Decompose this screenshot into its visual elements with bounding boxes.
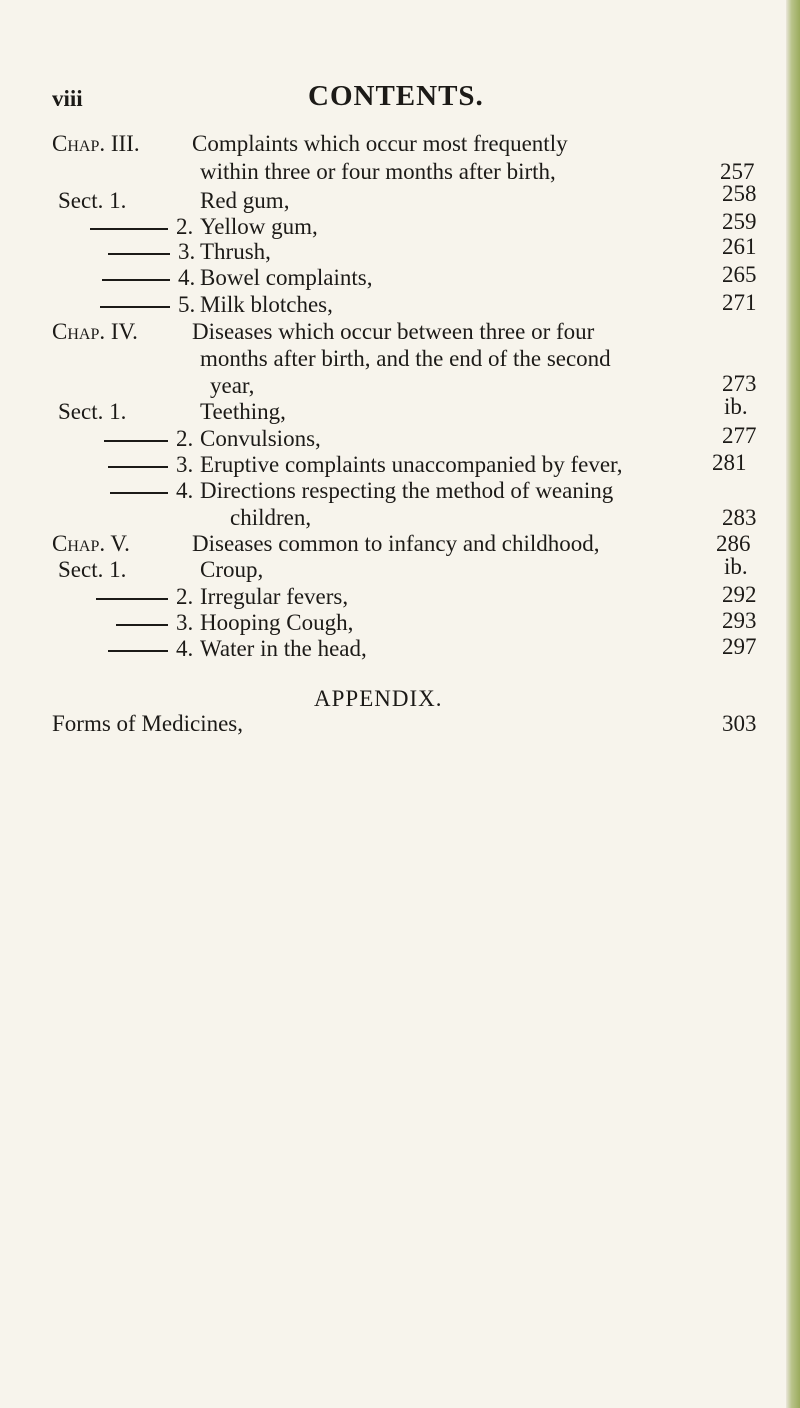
page-ref: 259 bbox=[722, 209, 757, 234]
appendix-entry: Forms of Medicines, bbox=[52, 711, 244, 736]
chapter-title-line: within three or four months after birth, bbox=[200, 159, 556, 184]
section-number: 5. bbox=[178, 292, 196, 317]
chapter-title-line: year, bbox=[210, 373, 255, 398]
ditto-rule bbox=[108, 466, 168, 468]
page-ref: 257 bbox=[720, 159, 755, 184]
chapter-title-line: months after birth, and the end of the second bbox=[200, 346, 611, 371]
chapter-label: Chap. III. bbox=[52, 131, 140, 156]
section-number: 4. bbox=[176, 478, 194, 503]
page-ref: 265 bbox=[722, 262, 757, 287]
page-ref: 258 bbox=[722, 181, 757, 206]
section-title: Eruptive complaints unaccompanied by fever, bbox=[200, 452, 623, 477]
chapter-title-line: Diseases which occur between three or four bbox=[192, 319, 595, 344]
page-number: viii bbox=[52, 86, 83, 111]
ditto-rule bbox=[100, 306, 170, 308]
section-number: 3. bbox=[176, 610, 194, 635]
section-number: 3. bbox=[178, 239, 196, 264]
section-number: 4. bbox=[178, 265, 196, 290]
page-ref: 293 bbox=[722, 608, 757, 633]
section-title-continued: children, bbox=[230, 505, 312, 530]
section-entry bbox=[116, 609, 193, 637]
section-title: Irregular fevers, bbox=[200, 584, 349, 609]
ditto-rule bbox=[96, 598, 168, 600]
section-title: Bowel complaints, bbox=[200, 265, 373, 290]
page-ref: ib. bbox=[724, 394, 748, 419]
section-label: Sect. 1. bbox=[58, 399, 127, 424]
section-title: Water in the head, bbox=[200, 636, 367, 661]
section-number: 2. bbox=[176, 584, 194, 609]
page-ref: 281 bbox=[712, 450, 747, 475]
section-entry bbox=[108, 635, 193, 663]
section-number: 3. bbox=[176, 452, 194, 477]
ditto-rule bbox=[108, 650, 168, 652]
section-title: Teething, bbox=[200, 399, 286, 424]
section-title: Milk blotches, bbox=[200, 292, 333, 317]
section-entry bbox=[102, 264, 195, 292]
section-entry bbox=[100, 291, 195, 319]
page-ref: 297 bbox=[722, 634, 757, 659]
section-title: Croup, bbox=[200, 557, 264, 582]
ditto-rule bbox=[102, 279, 170, 281]
section-entry bbox=[108, 451, 193, 479]
section-entry bbox=[90, 213, 193, 241]
section-label: Sect. 1. bbox=[58, 557, 127, 582]
page-ref: 283 bbox=[722, 505, 757, 530]
page-ref: 286 bbox=[716, 531, 751, 556]
page-ref: 303 bbox=[722, 711, 757, 736]
chapter-title-line: Complaints which occur most frequently bbox=[192, 131, 568, 156]
section-title: Directions respecting the method of weaning bbox=[200, 478, 614, 503]
section-entry bbox=[110, 477, 193, 505]
running-head: CONTENTS. bbox=[308, 80, 484, 112]
section-entry bbox=[108, 238, 195, 266]
ditto-rule bbox=[104, 440, 168, 442]
section-title: Thrush, bbox=[200, 239, 271, 264]
appendix-heading: APPENDIX. bbox=[314, 686, 443, 711]
page-edge bbox=[786, 0, 800, 1408]
page-ref: 261 bbox=[722, 234, 757, 259]
page-ref: 277 bbox=[722, 423, 757, 448]
ditto-rule bbox=[108, 253, 170, 255]
page-ref: 273 bbox=[722, 371, 757, 396]
section-label: Sect. 1. bbox=[58, 188, 127, 213]
page-ref: ib. bbox=[724, 554, 748, 579]
chapter-label: Chap. V. bbox=[52, 531, 130, 556]
section-entry bbox=[104, 425, 193, 453]
section-number: 2. bbox=[176, 426, 194, 451]
page-ref: 292 bbox=[722, 582, 757, 607]
section-number: 4. bbox=[176, 636, 194, 661]
ditto-rule bbox=[116, 624, 168, 626]
section-entry bbox=[96, 583, 193, 611]
section-title: Hooping Cough, bbox=[200, 610, 354, 635]
ditto-rule bbox=[90, 228, 168, 230]
chapter-title-line: Diseases common to infancy and childhood, bbox=[192, 531, 600, 556]
section-title: Yellow gum, bbox=[200, 214, 318, 239]
page-ref: 271 bbox=[722, 290, 757, 315]
section-title: Convulsions, bbox=[200, 426, 321, 451]
ditto-rule bbox=[110, 492, 168, 494]
chapter-label: Chap. IV. bbox=[52, 319, 138, 344]
section-title: Red gum, bbox=[200, 188, 290, 213]
section-number: 2. bbox=[176, 214, 194, 239]
